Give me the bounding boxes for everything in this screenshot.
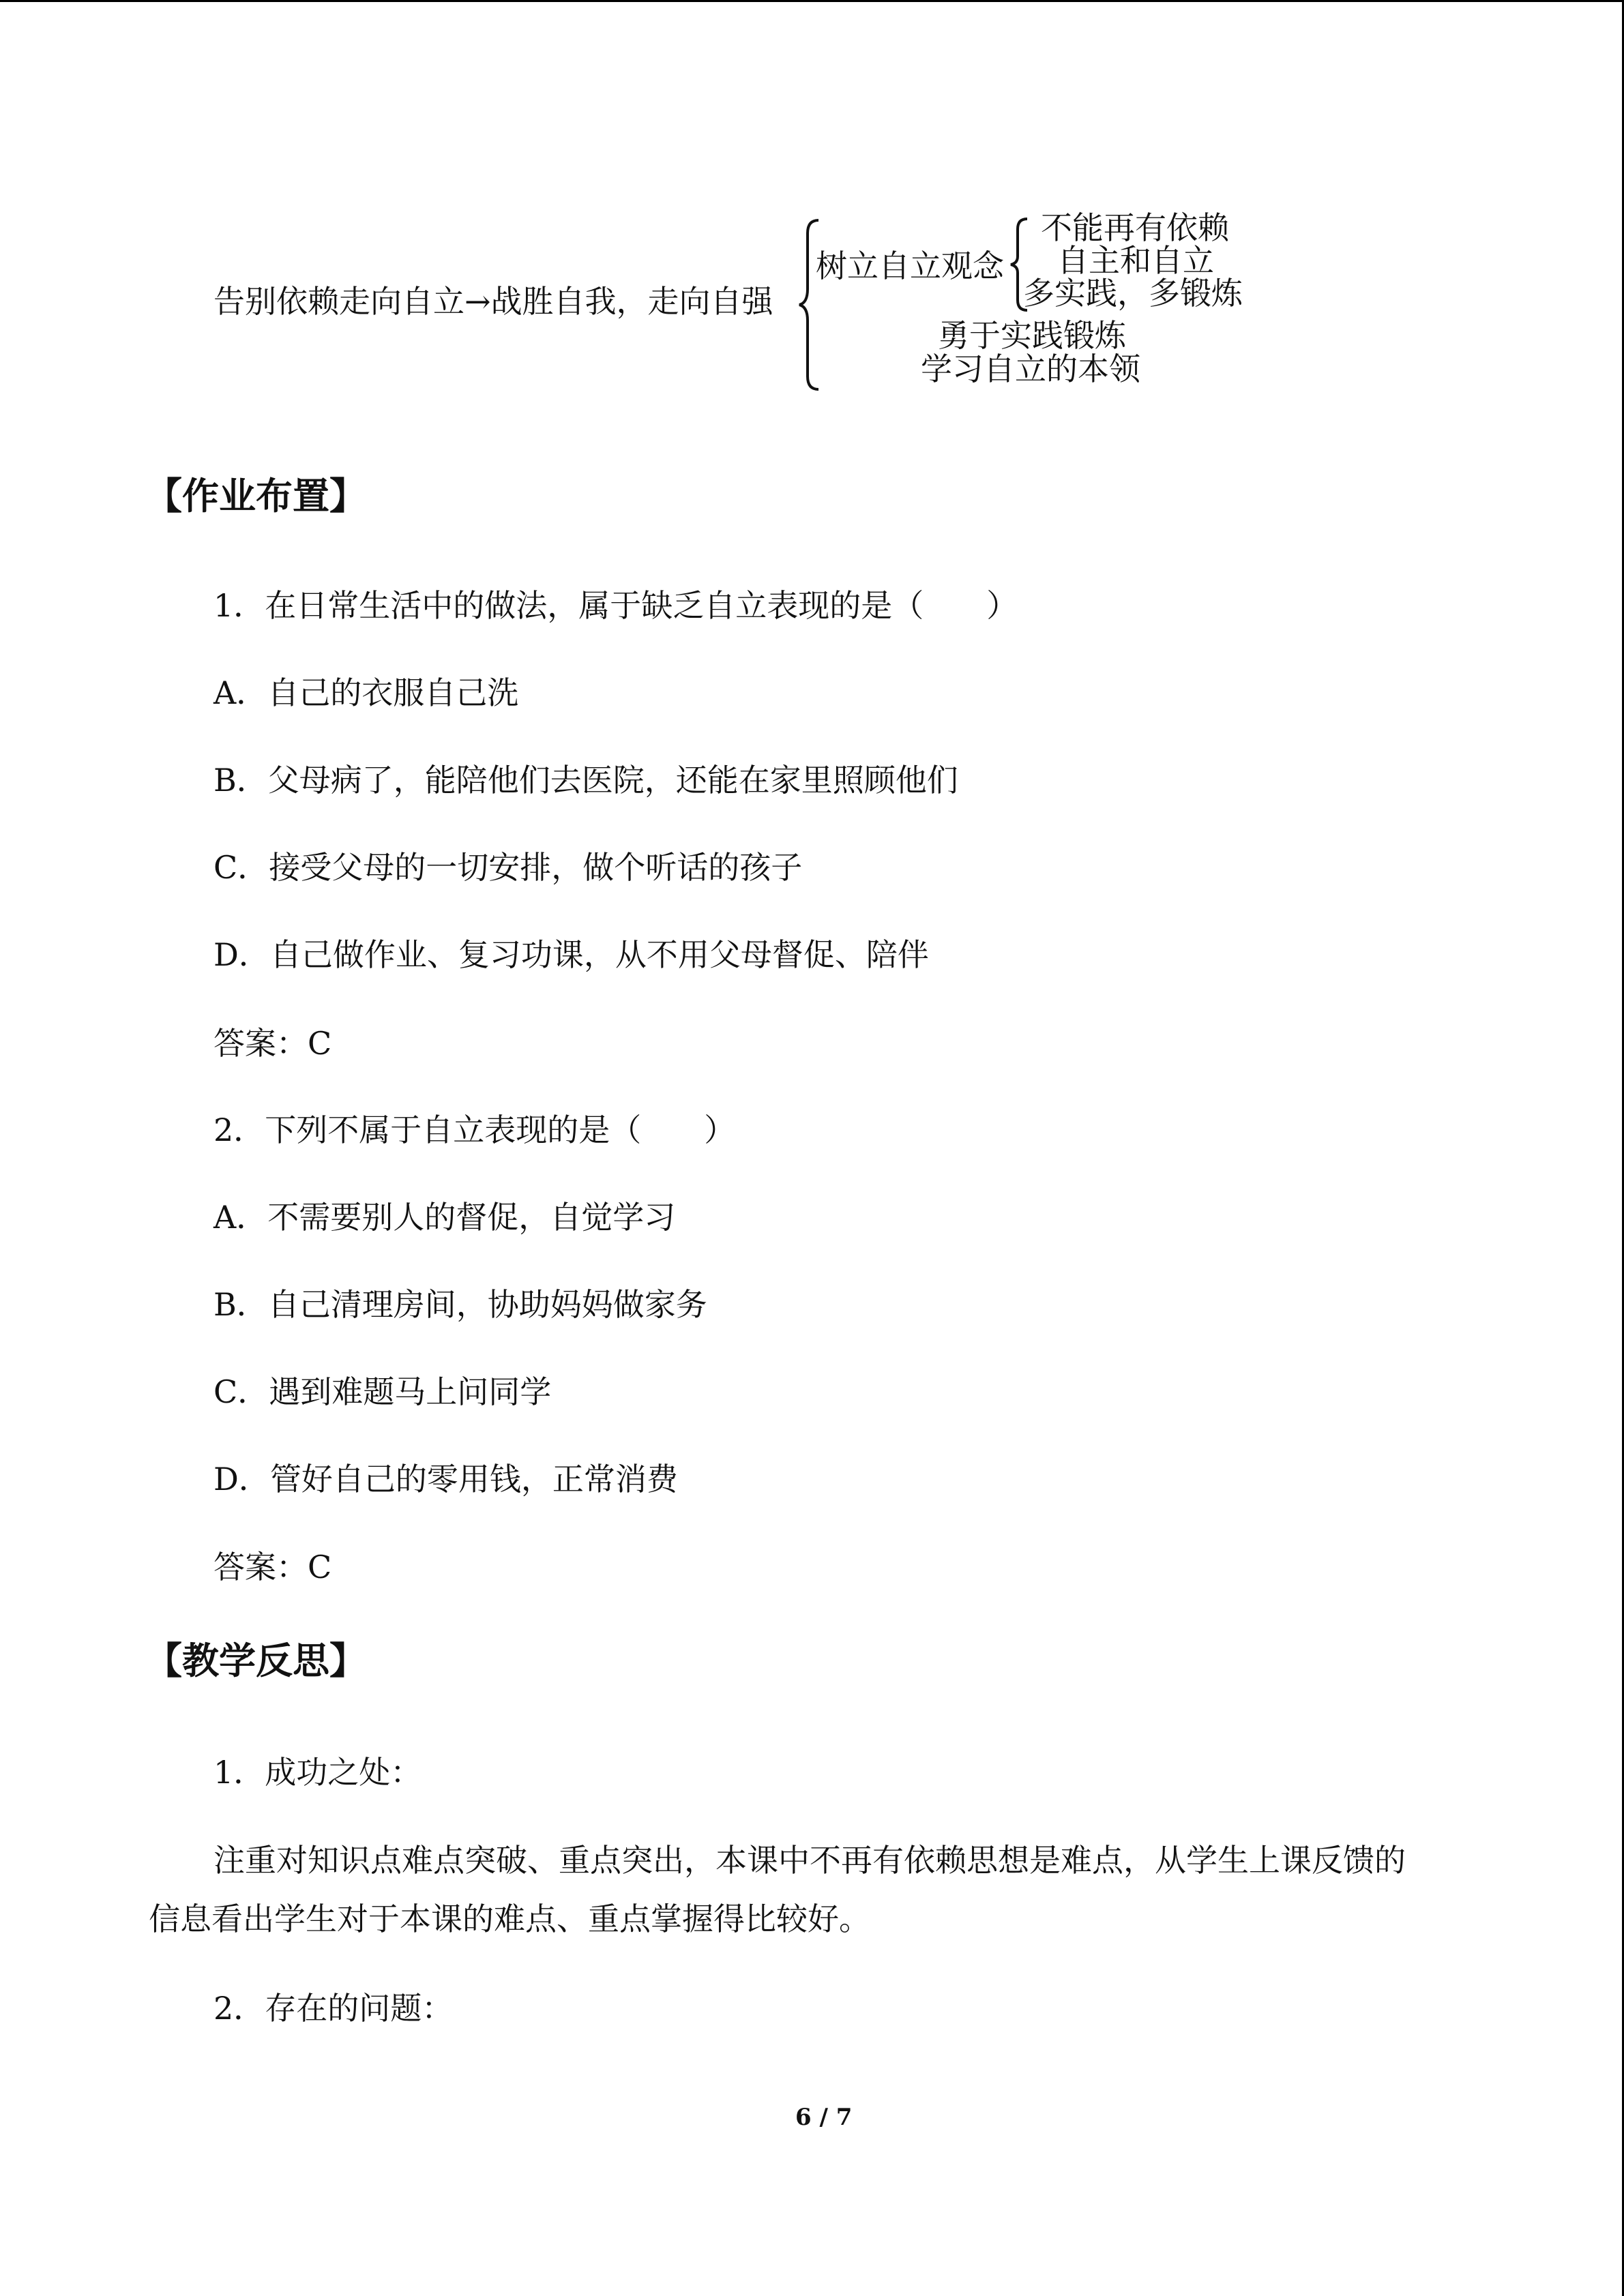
diagram-lead: 告别依赖走向自立→战胜自我，走向自强 [213, 283, 773, 320]
reflection-item-2: 2．存在的问题： [213, 1990, 454, 2027]
question-1-option-a: A．自己的衣服自己洗 [213, 674, 519, 711]
question-2-answer: 答案：C [213, 1549, 332, 1585]
diagram-sub-3: 多实践，多锻炼 [1023, 275, 1243, 312]
reflection-paragraph-line-2: 信息看出学生对于本课的难点、重点掌握得比较好。 [149, 1900, 870, 1937]
question-2-option-a: A．不需要别人的督促，自觉学习 [213, 1199, 676, 1236]
question-2-option-c: C．遇到难题马上问同学 [213, 1373, 552, 1410]
question-1-option-b: B．父母病了，能陪他们去医院，还能在家里照顾他们 [213, 762, 958, 799]
question-2-option-d: D．管好自己的零用钱，正常消费 [213, 1461, 678, 1497]
page-number: 6 / 7 [795, 2104, 853, 2131]
reflection-item-1: 1．成功之处： [213, 1754, 422, 1791]
homework-heading: 【作业布置】 [145, 475, 366, 518]
large-brace [797, 218, 824, 392]
diagram-branch-1: 树立自立观念 [816, 248, 1004, 284]
reflection-heading: 【教学反思】 [145, 1639, 366, 1682]
diagram-branch-2-line-1: 勇于实践锻炼 [938, 317, 1126, 354]
question-2-option-b: B．自己清理房间，协助妈妈做家务 [213, 1286, 707, 1323]
diagram-sub-1: 不能再有依赖 [1041, 209, 1229, 246]
page-border-top [0, 0, 1624, 2]
question-1-option-c: C．接受父母的一切安排，做个听话的孩子 [213, 849, 803, 886]
reflection-paragraph-line-1: 注重对知识点难点突破、重点突出，本课中不再有依赖思想是难点，从学生上课反馈的 [213, 1842, 1406, 1879]
question-1-answer: 答案：C [213, 1025, 332, 1062]
question-1-stem: 1．在日常生活中的做法，属于缺乏自立表现的是（ ） [213, 587, 1018, 624]
question-2-stem: 2．下列不属于自立表现的是（ ） [213, 1112, 736, 1148]
diagram-branch-2-line-2: 学习自立的本领 [921, 351, 1140, 387]
question-1-option-d: D．自己做作业、复习功课，从不用父母督促、陪伴 [213, 936, 929, 973]
diagram-sub-2: 自主和自立 [1057, 242, 1214, 279]
